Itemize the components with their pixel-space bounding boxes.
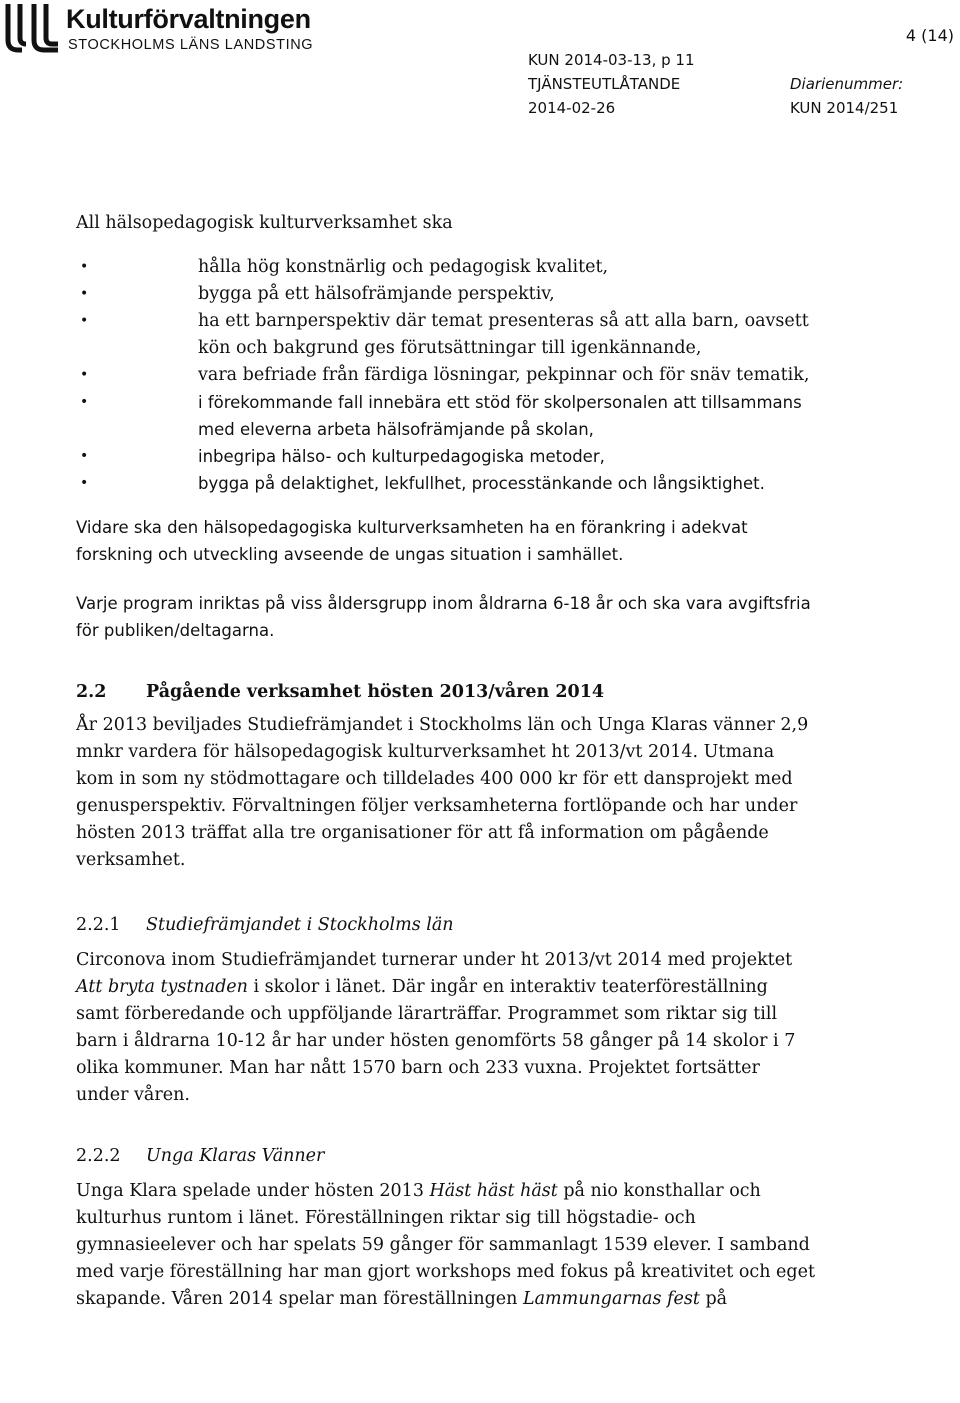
text-run: Circonova inom Studiefrämjandet turnerar under ht 2013/vt 2014 med projektet xyxy=(76,950,793,970)
org-logo xyxy=(0,0,370,60)
page-number: 4 (14) xyxy=(905,26,954,45)
doc-meta-left xyxy=(528,48,695,120)
document-date: 2014-02-26 xyxy=(528,99,616,117)
section-heading-2-2-2 xyxy=(76,1143,816,1170)
section-title: Studiefrämjandet i Stockholms län xyxy=(146,915,454,935)
meeting-reference: KUN 2014-03-13, p 11 xyxy=(528,51,695,69)
production-title: Att bryta tystnaden xyxy=(76,977,248,997)
list-item: • inbegripa hälso- och kulturpedagogiska metoder, xyxy=(76,443,816,470)
section-heading-2-2-1 xyxy=(76,912,816,939)
text-run: på xyxy=(699,1289,728,1309)
document-body xyxy=(76,210,816,1313)
production-title: Häst häst häst xyxy=(429,1181,558,1201)
paragraph-age-groups: Varje program inriktas på viss åldersgrupp inom åldrarna 6-18 år och ska vara avgiftsfria för publiken/deltagarna. xyxy=(76,594,811,640)
doc-meta-right xyxy=(790,48,903,120)
requirements-list xyxy=(76,254,816,497)
section-heading-2-2 xyxy=(76,679,816,706)
section-2-2-1-text xyxy=(76,947,816,1109)
production-title: Lammungarnas fest xyxy=(523,1289,700,1309)
diarie-number: KUN 2014/251 xyxy=(790,99,899,117)
diarie-label: Diarienummer: xyxy=(790,75,904,93)
section-number: 2.2 xyxy=(76,682,107,702)
section-2-2-2-text xyxy=(76,1178,816,1313)
section-number: 2.2.2 xyxy=(76,1146,121,1166)
list-item: • vara befriade från färdiga lösningar, pekpinnar och för snäv tematik, xyxy=(76,362,816,389)
text-run: på nio konsthallar och kulturhus runtom i länet. Föreställningen riktar sig till högstadie- och gymnasieelever och har spelats 59 gånger för sammanlagt 1539 elever. I samband med varje föreställning har man gjort workshops med fokus på kreativitet och eget skapande. Våren 2014 spelar man föreställningen xyxy=(76,1181,815,1309)
list-item: • i förekommande fall innebära ett stöd för skolpersonalen att tillsammans med eleverna arbeta hälsofrämjande på skolan, xyxy=(76,389,816,443)
document-type: TJÄNSTEUTLÅTANDE xyxy=(528,75,681,93)
org-subtitle: STOCKHOLMS LÄNS LANDSTING xyxy=(68,37,314,53)
list-item: • hålla hög konstnärlig och pedagogisk kvalitet, xyxy=(76,254,816,281)
section-title: Pågående verksamhet hösten 2013/våren 2014 xyxy=(146,682,605,702)
list-item: • bygga på ett hälsofrämjande perspektiv, xyxy=(76,281,816,308)
intro-text: All hälsopedagogisk kulturverksamhet ska xyxy=(76,213,453,233)
text-run: i skolor i länet. Där ingår en interaktiv teaterföreställning samt förberedande och uppföljande lärarträffar. Programmet som riktar sig till barn i åldrarna 10-12 år har under hösten genomförts 58 gånger på 14 skolor i 7 olika kommuner. Man har nått 1570 barn och 233 vuxna. Projektet fortsätter under våren. xyxy=(76,977,796,1105)
landsting-logo-icon xyxy=(0,0,62,56)
section-title: Unga Klaras Vänner xyxy=(146,1146,325,1166)
section-number: 2.2.1 xyxy=(76,915,121,935)
paragraph-research: Vidare ska den hälsopedagogiska kulturverksamheten ha en förankring i adekvat forskning och utveckling avseende de ungas situation i samhället. xyxy=(76,518,748,564)
list-item: • bygga på delaktighet, lekfullhet, processtänkande och långsiktighet. xyxy=(76,470,816,497)
section-2-2-text: År 2013 beviljades Studiefrämjandet i Stockholms län och Unga Klaras vänner 2,9 mnkr vardera för hälsopedagogisk kulturverksamhet ht 2013/vt 2014. Utmana kom in som ny stödmottagare och tilldelades 400 000 kr för ett dansprojekt med genusperspektiv. Förvaltningen följer verksamheterna fortlöpande och har under hösten 2013 träffat alla tre organisationer för att få information om pågående verksamhet. xyxy=(76,715,809,870)
org-name: Kulturförvaltningen xyxy=(66,4,311,34)
list-item: • ha ett barnperspektiv där temat presenteras så att alla barn, oavsett kön och bakgrund ges förutsättningar till igenkännande, xyxy=(76,308,816,362)
text-run: Unga Klara spelade under hösten 2013 xyxy=(76,1181,430,1201)
